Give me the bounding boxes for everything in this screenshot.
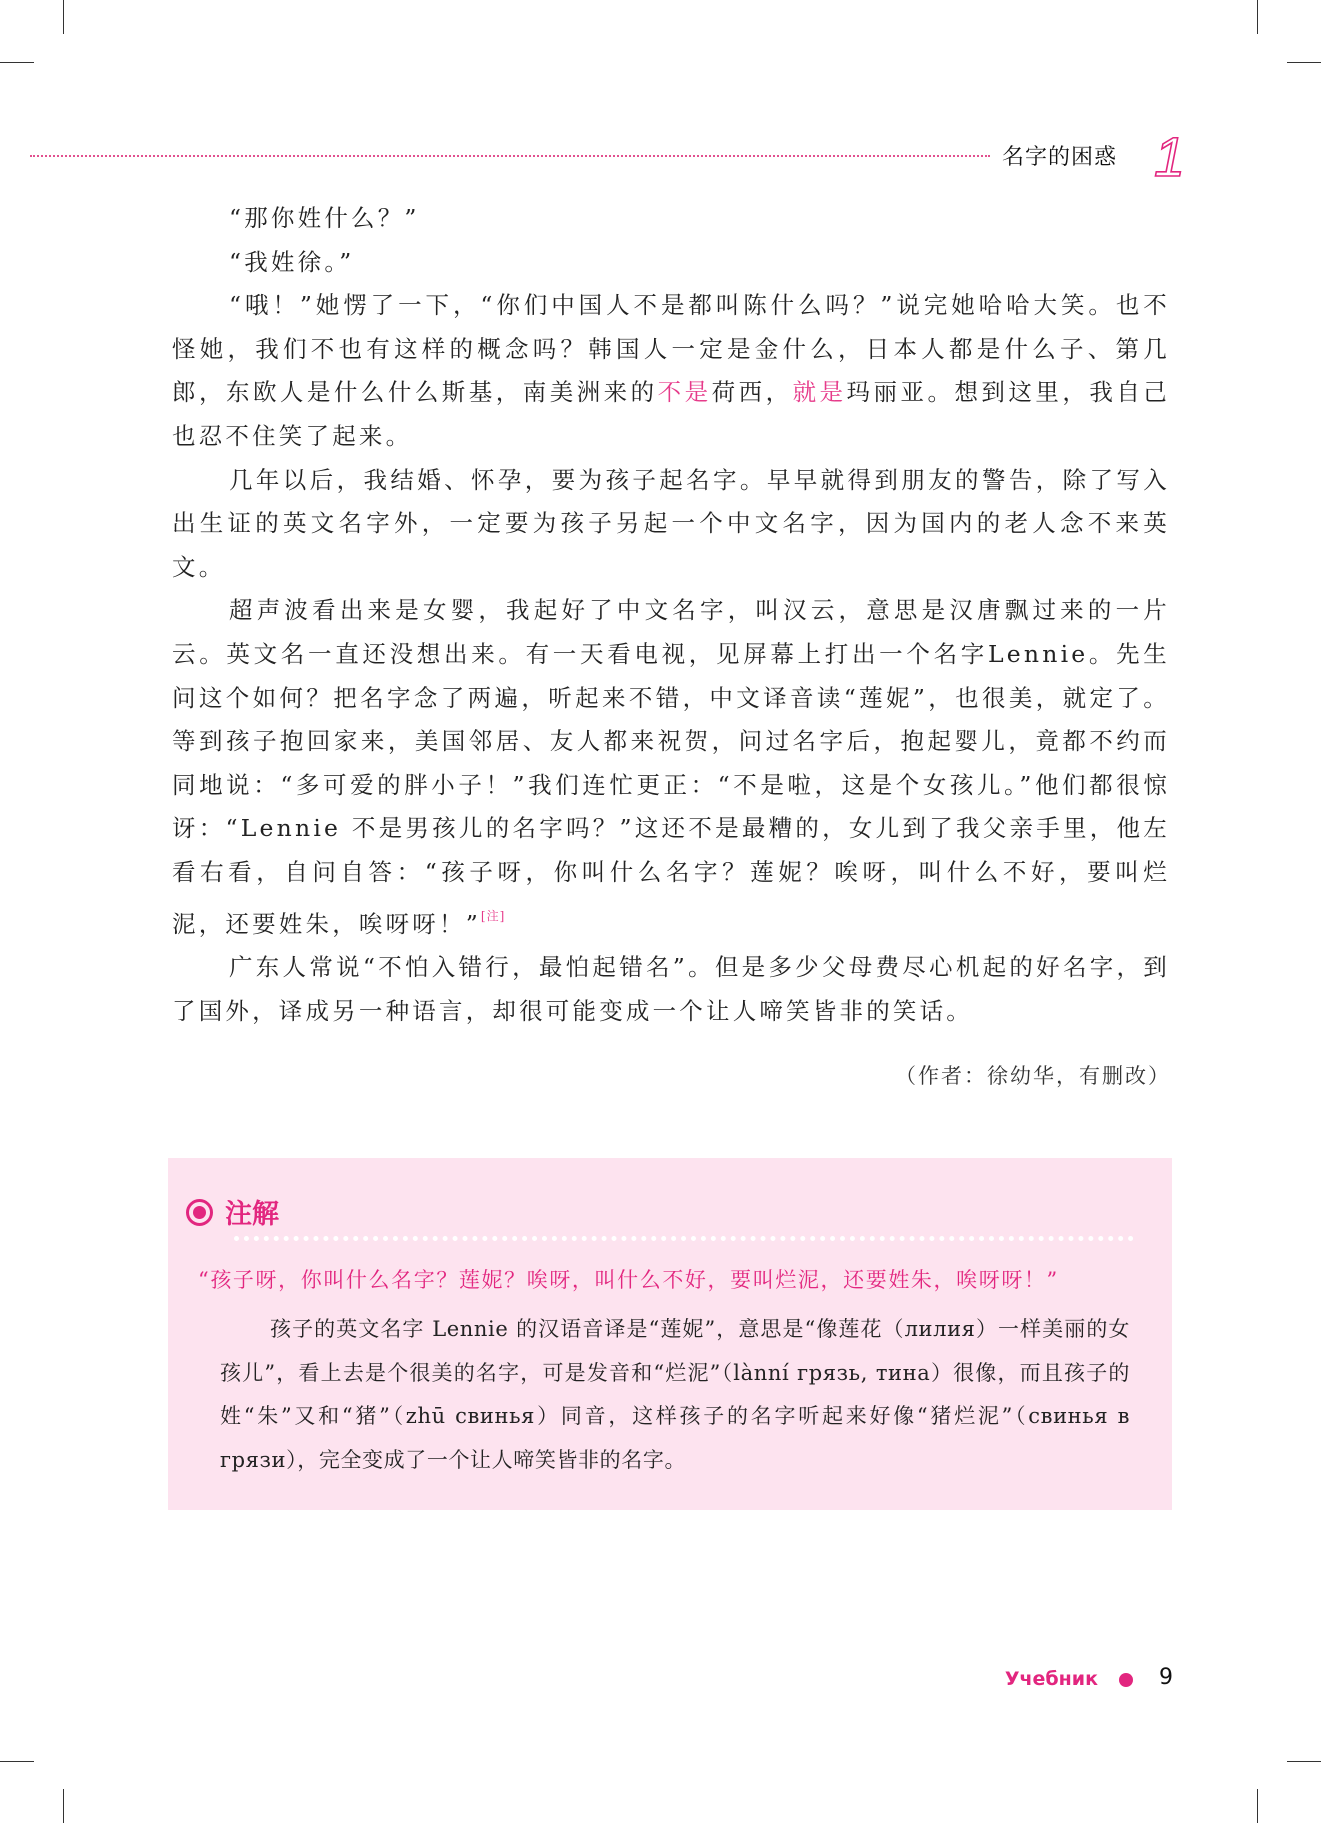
paragraph-2: “我姓徐。” xyxy=(229,247,355,276)
highlight-jiushi: 就是 xyxy=(792,378,847,407)
crop-mark-top-left-horizontal xyxy=(0,62,34,63)
header-dotted-rule xyxy=(30,155,990,157)
bullseye-icon xyxy=(186,1199,213,1226)
paragraph-3-text-b: 荷西， xyxy=(711,378,793,407)
paragraph-3-text-a: “哦！”她愣了一下，“你们中国人不是都叫陈什么吗？”说完她哈哈大笑。也不怪她，我们不也有这样的概念吗？韩国人一定是金什么，日本人都是什么子、第几郎，东欧人是什么什么斯基，南美洲来的 xyxy=(172,291,1170,407)
highlight-bushi: 不是 xyxy=(657,378,712,407)
crop-mark-bottom-right-vertical xyxy=(1257,1789,1258,1823)
running-header xyxy=(30,125,1186,184)
crop-mark-bottom-left-vertical xyxy=(63,1789,64,1823)
annotation-box xyxy=(168,1158,1172,1510)
author-attribution: （作者：徐幼华，有删改） xyxy=(895,1064,1171,1088)
paragraph-3-text-c: 玛丽亚。想到这里，我自己也忍不住笑了起来。 xyxy=(172,378,1171,450)
footer-dot-icon xyxy=(1119,1673,1133,1687)
crop-mark-bottom-right-horizontal xyxy=(1287,1761,1321,1762)
chapter-number-text: 1 xyxy=(1154,125,1186,184)
crop-mark-bottom-left-horizontal xyxy=(0,1761,34,1762)
paragraph-1: “那你姓什么？” xyxy=(229,204,420,232)
crop-mark-top-right-horizontal xyxy=(1287,62,1321,63)
paragraph-5 xyxy=(172,589,1170,946)
annotation-quote: “孩子呀，你叫什么名字？莲妮？唉呀，叫什么不好，要叫烂泥，还要姓朱，唉呀呀！” xyxy=(198,1268,1059,1292)
paragraph-4: 几年以后，我结婚、怀孕，要为孩子起名字。早早就得到朋友的警告，除了写入出生证的英文名字外，一定要为孩子另起一个中文名字，因为国内的老人念不来英文。 xyxy=(172,465,1170,581)
chapter-number xyxy=(1148,124,1188,184)
annotation-explanation: 孩子的英文名字 Lennie 的汉语音译是“莲妮”，意思是“像莲花（лилия）一样美丽的女孩儿”，看上去是个很美的名字，可是发音和“烂泥”（lànní грязь, тина）很像，而且孩子的姓“朱”又和“猪”（zhū свинья）同音，这样孩子的名字听起来好像“猪烂泥”（свинья в грязи），完全变成了一个让人啼笑皆非的名字。 xyxy=(220,1317,1130,1472)
page-number: 9 xyxy=(1159,1665,1173,1690)
book-label: Учебник xyxy=(1004,1668,1098,1690)
crop-mark-top-right-vertical xyxy=(1257,0,1258,34)
annotation-dotted-rule xyxy=(234,1236,1134,1241)
paragraph-3 xyxy=(172,284,1170,458)
paragraph-5-text: 超声波看出来是女婴，我起好了中文名字，叫汉云，意思是汉唐飘过来的一片云。英文名一直还没想出来。有一天看电视，见屏幕上打出一个名字Lennie。先生问这个如何？把名字念了两遍，听起来不错，中文译音读“莲妮”，也很美，就定了。等到孩子抱回家来，美国邻居、友人都来祝贺，问过名字后，抱起婴儿，竟都不约而同地说：“多可爱的胖小子！”我们连忙更正：“不是啦，这是个女孩儿。”他们都很惊讶：“Lennie 不是男孩儿的名字吗？”这还不是最糟的，女儿到了我父亲手里，他左看右看，自问自答：“孩子呀，你叫什么名字？莲妮？唉呀，叫什么不好，要叫烂泥，还要姓朱，唉呀呀！” xyxy=(172,596,1170,938)
story-text xyxy=(172,197,1170,1033)
crop-mark-top-left-vertical xyxy=(63,0,64,34)
paragraph-6: 广东人常说“不怕入错行，最怕起错名”。但是多少父母费尽心机起的好名字，到了国外，译成另一种语言，却很可能变成一个让人啼笑皆非的笑话。 xyxy=(172,953,1170,1025)
annotation-heading xyxy=(186,1192,279,1228)
annotation-heading-label: 注解 xyxy=(225,1199,279,1230)
footnote-marker[interactable]: [注] xyxy=(480,908,506,923)
chapter-title: 名字的困惑 xyxy=(1002,145,1118,170)
